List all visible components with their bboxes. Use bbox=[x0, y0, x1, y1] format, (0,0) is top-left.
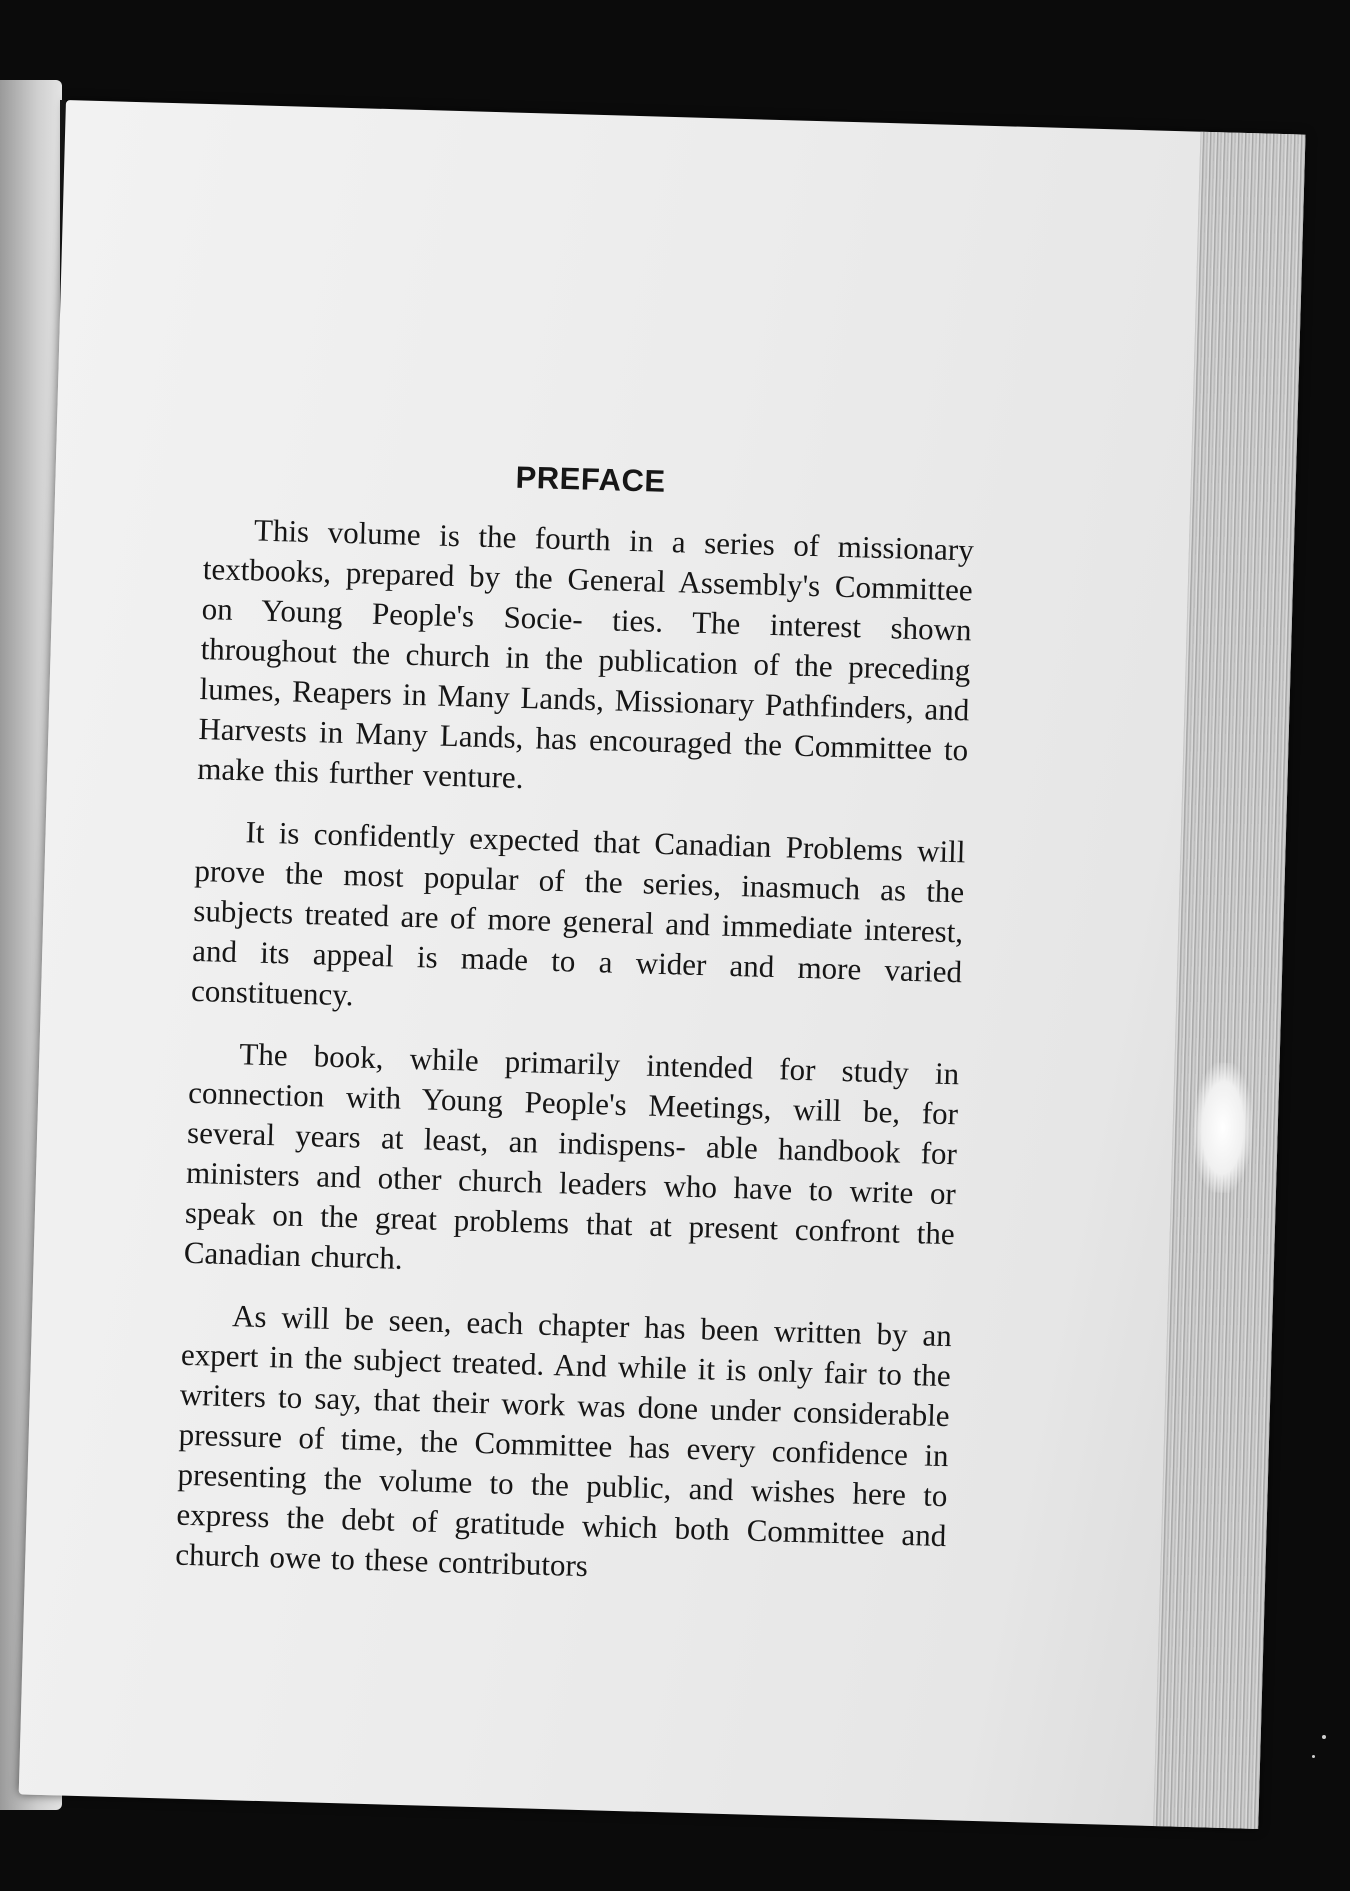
page-title: PREFACE bbox=[515, 459, 667, 499]
scan-speck bbox=[1312, 1755, 1315, 1758]
book-page bbox=[19, 100, 1306, 1829]
preface-paragraph-4: As will be seen, each chapter has been written by an expert in the subject treated. And while it is only fair to the writers to say, that their work was done under considerable pressure of time, the Committee has every confidence in presenting the volume to the public, and wishes here to express the debt of gratitude which both Committee and church owe to these contributors bbox=[174, 1298, 953, 1584]
paper-stain bbox=[1192, 1062, 1254, 1194]
scan-speck bbox=[1322, 1735, 1326, 1739]
preface-paragraph-1: This volume is the fourth in a series of missionary textbooks, prepared by the General Assembly's Committee on Young People's Socie- ties. The interest shown throughout the church in the publication of the preceding lumes, Reapers in Many Lands, Missionary Pathfinders, and Harvests in Many Lands, has encouraged the Committee to make this further venture. bbox=[196, 512, 975, 796]
preface-paragraph-3: The book, while primarily intended for study in connection with Young People's Meetings, will be, for several years at least, an indispens- able handbook for ministers and other church leaders who have to write or speak on the great problems that at present confront the Canadian church. bbox=[183, 1036, 960, 1276]
page-text-block bbox=[174, 449, 976, 1618]
page-fore-edge bbox=[1153, 132, 1305, 1829]
preface-paragraph-2: It is confidently expected that Canadian Problems will prove the most popular of the series, inasmuch as the subjects treated are of more general and immediate interest, and its appeal is made to a wider and more varied constituency. bbox=[190, 814, 966, 1013]
